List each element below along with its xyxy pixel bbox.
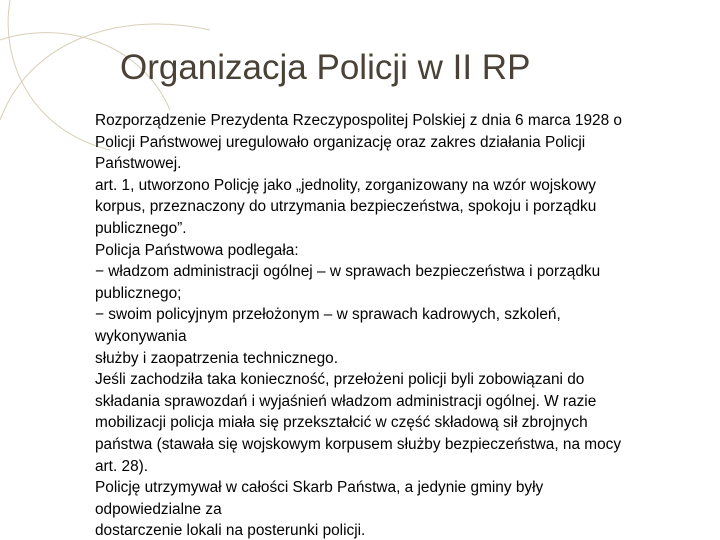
body-line: Policji Państwowej uregulowało organizację oraz zakres działania Policji [95, 133, 586, 151]
body-line: służby i zaopatrzenia technicznego. [95, 349, 338, 367]
body-line: art. 1, utworzono Policję jako „jednolity, zorganizowany na wzór wojskowy [95, 176, 596, 194]
body-line: dostarczenie lokali na posterunki policji. [95, 522, 366, 540]
slide-body [95, 110, 720, 540]
slide-title: Organizacja Policji w II RP [120, 48, 531, 87]
body-line: Państwowej. [95, 155, 182, 173]
body-line: państwa (stawała się wojskowym korpusem służby bezpieczeństwa, na mocy [95, 435, 622, 453]
body-line: art. 28). [95, 457, 149, 475]
body-line: − swoim policyjnym przełożonym – w sprawach kadrowych, szkoleń, [95, 306, 561, 324]
body-line: Policja Państwowa podlegała: [95, 241, 299, 259]
body-line: składania sprawozdań i wyjaśnień władzom administracji ogólnej. W razie [95, 392, 597, 410]
body-line: odpowiedzialne za [95, 500, 222, 518]
body-line: publicznego; [95, 284, 182, 302]
body-line: wykonywania [95, 327, 187, 345]
body-line: korpus, przeznaczony do utrzymania bezpieczeństwa, spokoju i porządku [95, 198, 597, 216]
body-line: mobilizacji policja miała się przekształcić w część składową sił zbrojnych [95, 414, 588, 432]
body-line: Rozporządzenie Prezydenta Rzeczypospolitej Polskiej z dnia 6 marca 1928 o [95, 112, 622, 129]
body-line: Jeśli zachodziła taka konieczność, przełożeni policji byli zobowiązani do [95, 371, 585, 389]
body-line: Policję utrzymywał w całości Skarb Państwa, a jedynie gminy były [95, 479, 544, 497]
body-line: publicznego”. [95, 219, 187, 237]
body-line: − władzom administracji ogólnej – w sprawach bezpieczeństwa i porządku [95, 263, 601, 281]
